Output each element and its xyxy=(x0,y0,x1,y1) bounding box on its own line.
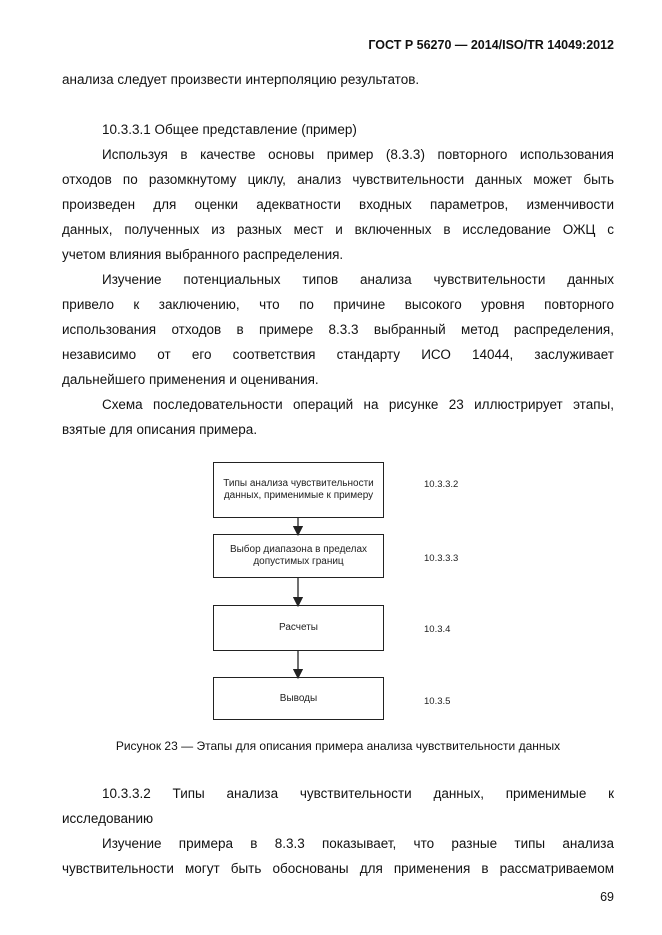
flow-box-conclusions xyxy=(213,677,384,720)
text-line: дальнейшего применения и оценивания. xyxy=(62,372,319,387)
figure-caption: Рисунок 23 — Этапы для описания примера анализа чувствительности данных xyxy=(115,739,561,753)
text-line: Изучение потенциальных типов анализа чувствительности данных xyxy=(102,272,614,287)
text-line: данных, полученных из разных мест и включенных в исследование ОЖЦ с xyxy=(62,222,614,237)
text-line: Изучение примера в 8.3.3 показывает, что разные типы анализа xyxy=(102,836,614,851)
section-heading-10-3-3-2 xyxy=(62,781,614,831)
paragraph-4 xyxy=(62,831,614,881)
text-line: учетом влияния выбранного распределения. xyxy=(62,247,344,262)
text-line: независимо от его соответствия стандарту ИСО 14044, заслуживает xyxy=(62,347,614,362)
page-number: 69 xyxy=(600,890,614,904)
text-line: привело к заключению, что по причине высокого уровня повторного xyxy=(62,297,614,312)
flow-box-calculations xyxy=(213,605,384,651)
flow-ref-label: 10.3.4 xyxy=(424,624,451,635)
flow-box-label: Типы анализа чувствительности данных, применимые к примеру xyxy=(223,478,374,501)
flow-ref-label: 10.3.5 xyxy=(424,696,451,707)
text-line: Схема последовательности операций на рисунке 23 иллюстрирует этапы, xyxy=(102,397,614,412)
flow-ref-label: 10.3.3.2 xyxy=(424,479,459,490)
text-line: отходов по разомкнутому циклу, анализ чувствительности данных может быть xyxy=(62,172,614,187)
text-line: Используя в качестве основы пример (8.3.3) повторного использования xyxy=(102,147,614,162)
flow-box-label: Расчеты xyxy=(279,622,318,633)
flow-box-sensitivity-types xyxy=(213,462,384,518)
flow-box-range-selection xyxy=(213,534,384,578)
text-line: использования отходов в примере 8.3.3 выбранный метод распределения, xyxy=(62,322,614,337)
flow-box-label: Выводы xyxy=(279,692,318,704)
text-line: произведен для оценки адекватности входных параметров, изменчивости xyxy=(62,197,614,212)
section-heading-line: исследованию xyxy=(62,811,154,826)
text-line: анализа следует произвести интерполяцию результатов. xyxy=(62,72,420,87)
flow-ref-label: 10.3.3.3 xyxy=(424,553,459,564)
document-header: ГОСТ Р 56270 — 2014/ISO/TR 14049:2012 xyxy=(368,38,614,52)
section-heading-line: 10.3.3.2 Типы анализа чувствительности данных, применимые к xyxy=(102,786,614,801)
section-heading: 10.3.3.1 Общее представление (пример) xyxy=(102,122,357,137)
text-line: взятые для описания примера. xyxy=(62,422,258,437)
flow-box-label: Выбор диапазона в пределах допустимых границ xyxy=(229,544,368,567)
text-line: чувствительности могут быть обоснованы для применения в рассматриваемом xyxy=(62,861,614,876)
